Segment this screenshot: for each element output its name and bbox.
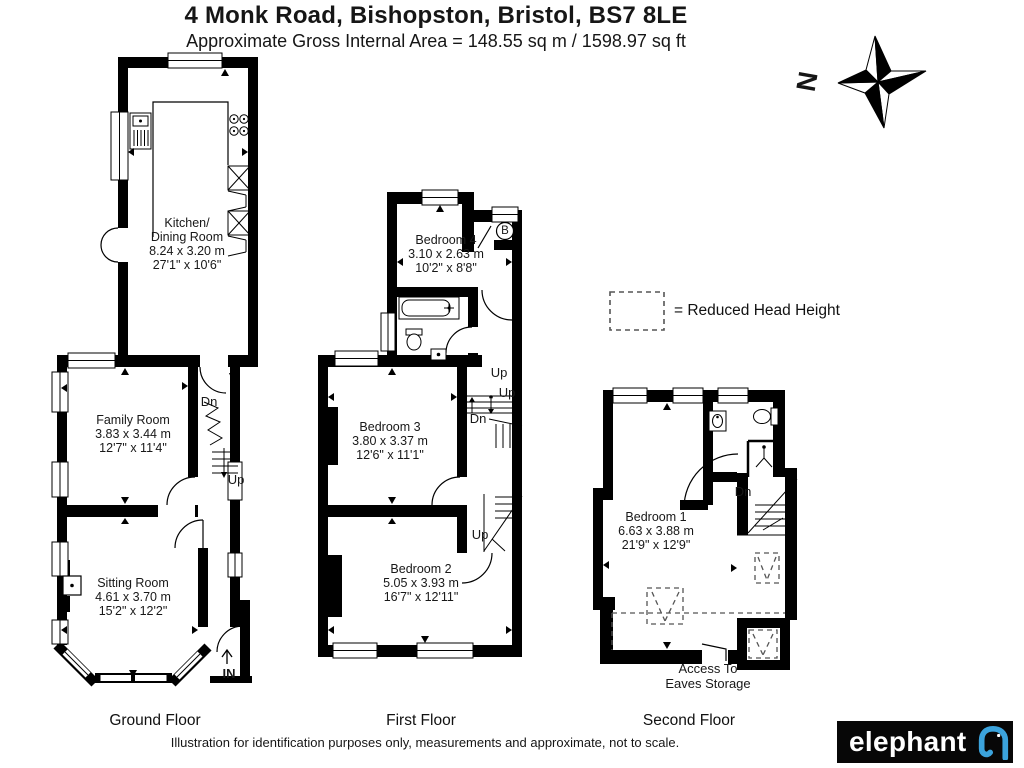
room-label-family-room [95,413,171,455]
room-dims-imperial: 27'1" x 10'6" [152,258,222,272]
stair-up-label-ground: Up [227,472,245,487]
room-name: Bedroom 2 [390,562,452,576]
brand-logo [837,721,1013,763]
bath-icon [399,297,459,319]
stair-down-label-first: Dn [469,411,487,426]
reduced-head-height-dashes [612,553,785,658]
room-dims-imperial: 21'9" x 12'9" [621,538,691,552]
legend-box [610,292,664,330]
room-name: Dining Room [150,230,224,244]
room-name: Bedroom 1 [625,510,687,524]
room-dims-metric: 4.61 x 3.70 m [95,590,171,604]
room-dims-metric: 3.10 x 2.63 m [408,247,484,261]
room-dims-imperial: 12'7" x 11'4" [99,441,167,455]
room-dims-imperial: 15'2" x 12'2" [98,604,168,618]
eaves-line: Access To [678,661,738,676]
room-name: Family Room [96,413,170,427]
stair-up-label-first-c: Up [471,527,489,542]
hob-icon [230,115,248,135]
boiler-label: B [501,225,509,237]
room-dims-metric: 3.83 x 3.44 m [95,427,171,441]
room-dims-imperial: 12'6" x 11'1" [356,448,424,462]
entrance-arrow-icon [222,650,232,664]
ground-bay-window [57,645,208,683]
room-dims-metric: 8.24 x 3.20 m [149,244,225,258]
toilet-icon [406,329,422,350]
room-dims-metric: 5.05 x 3.93 m [383,576,459,590]
compass-north-label: N [790,69,824,94]
page-title: 4 Monk Road, Bishopston, Bristol, BS7 8LE [184,2,688,29]
room-label-bedroom-3 [352,420,428,462]
floor-label-second: Second Floor [642,712,736,729]
brand-name: elephant [849,726,967,757]
basin-icon [431,349,446,360]
room-name: Bedroom 3 [359,420,421,434]
stair-up-label-first-a: Up [490,365,508,380]
elephant-icon [974,726,1012,760]
eaves-storage-label [665,661,750,691]
room-dims-imperial: 16'7" x 12'11" [383,590,459,604]
room-name: Bedroom 4 [415,233,477,247]
floor-label-first: First Floor [386,712,456,729]
compass-icon [838,36,926,128]
entrance-in-label: IN [222,666,236,681]
room-name: Sitting Room [97,576,169,590]
appliance-units-icon [228,166,250,256]
room-label-bedroom-4 [408,233,484,275]
room-label-bedroom-2 [383,562,459,604]
room-label-sitting-room [95,576,171,618]
room-dims-imperial: 10'2" x 8'8" [415,261,477,275]
room-dims-metric: 3.80 x 3.37 m [352,434,428,448]
floor-label-ground: Ground Floor [109,712,201,729]
page-subtitle: Approximate Gross Internal Area = 148.55 sq m / 1598.97 sq ft [186,31,686,51]
stair-down-label-second: Dn [734,484,752,499]
room-label-bedroom-1 [618,510,694,552]
stair-up-label-first-b: Up [498,385,516,400]
stair-down-label-ground: Dn [200,394,218,409]
fireplace-icon [63,576,81,595]
room-dims-metric: 6.63 x 3.88 m [618,524,694,538]
kitchen-sink-icon [130,113,151,149]
legend-label: = Reduced Head Height [674,302,840,319]
disclaimer-text: Illustration for identification purposes only, measurements and approximate, not to scale. [170,735,680,750]
room-label-kitchen-dining [149,216,225,272]
room-name: Kitchen/ [164,216,210,230]
eaves-line: Eaves Storage [665,676,751,691]
